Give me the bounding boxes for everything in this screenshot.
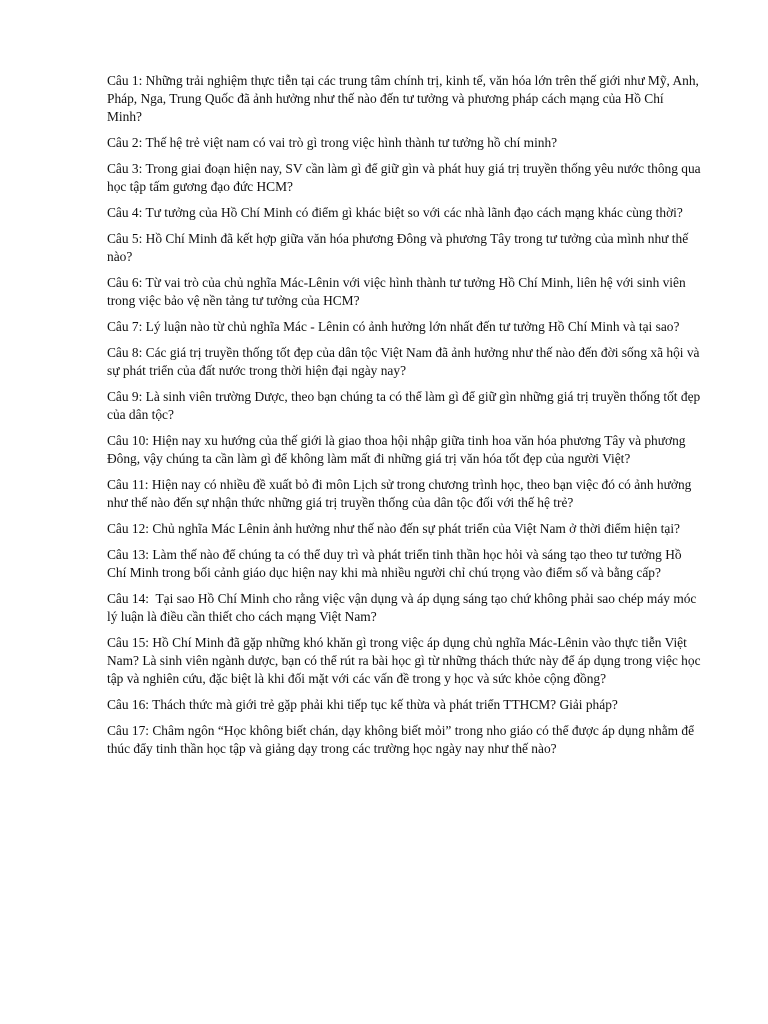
question-12: Câu 12: Chủ nghĩa Mác Lênin ảnh hưởng như thế nào đến sự phát triển của Việt Nam ở thời điểm hiện tại?	[107, 521, 680, 536]
question-2: Câu 2: Thế hệ trẻ việt nam có vai trò gì trong việc hình thành tư tưởng hồ chí minh?	[107, 135, 558, 150]
question-5: Câu 5: Hồ Chí Minh đã kết hợp giữa văn hóa phương Đông và phương Tây trong tư tưởng của mình như thế nào?	[107, 231, 692, 264]
document-page	[107, 72, 704, 766]
question-11: Câu 11: Hiện nay có nhiều đề xuất bỏ đi môn Lịch sử trong chương trình học, theo bạn việc đó có ảnh hưởng như thế nào đến sự nhận thức những giá trị truyền thống của dân tộc đối với thế hệ trẻ?	[107, 477, 695, 510]
question-4: Câu 4: Tư tưởng của Hồ Chí Minh có điểm gì khác biệt so với các nhà lãnh đạo cách mạng khác cùng thời?	[107, 205, 683, 220]
question-7: Câu 7: Lý luận nào từ chủ nghĩa Mác - Lênin có ảnh hưởng lớn nhất đến tư tưởng Hồ Chí Minh và tại sao?	[107, 319, 680, 334]
question-14: Câu 14: Tại sao Hồ Chí Minh cho rằng việc vận dụng và áp dụng sáng tạo chứ không phải sao chép máy móc lý luận là điều cần thiết cho cách mạng Việt Nam?	[107, 591, 700, 624]
question-8: Câu 8: Các giá trị truyền thống tốt đẹp của dân tộc Việt Nam đã ảnh hưởng như thế nào đến đời sống xã hội và sự phát triển của đất nước trong thời hiện đại ngày nay?	[107, 345, 703, 378]
question-16: Câu 16: Thách thức mà giới trẻ gặp phải khi tiếp tục kế thừa và phát triển TTHCM? Giải pháp?	[107, 697, 618, 712]
question-3: Câu 3: Trong giai đoạn hiện nay, SV cần làm gì để giữ gìn và phát huy giá trị truyền thống yêu nước thông qua học tập tấm gương đạo đức HCM?	[107, 161, 704, 194]
question-9: Câu 9: Là sinh viên trường Dược, theo bạn chúng ta có thể làm gì để giữ gìn những giá trị truyền thống tốt đẹp của dân tộc?	[107, 389, 704, 422]
question-13: Câu 13: Làm thế nào để chúng ta có thể duy trì và phát triển tinh thần học hỏi và sáng tạo theo tư tưởng Hồ Chí Minh trong bối cảnh giáo dục hiện nay khi mà nhiều người chỉ chú trọng vào điểm số và bằng cấp?	[107, 547, 685, 580]
question-10: Câu 10: Hiện nay xu hướng của thế giới là giao thoa hội nhập giữa tinh hoa văn hóa phương Tây và phương Đông, vậy chúng ta cần làm gì để không làm mất đi những giá trị văn hóa tốt đẹp của người Việt?	[107, 433, 689, 466]
question-1: Câu 1: Những trải nghiệm thực tiễn tại các trung tâm chính trị, kinh tế, văn hóa lớn trên thế giới như Mỹ, Anh, Pháp, Nga, Trung Quốc đã ảnh hưởng như thế nào đến tư tưởng và phương pháp cách mạng của Hồ Chí Minh?	[107, 73, 703, 124]
question-15: Câu 15: Hồ Chí Minh đã gặp những khó khăn gì trong việc áp dụng chủ nghĩa Mác-Lênin vào thực tiễn Việt Nam? Là sinh viên ngành dược, bạn có thể rút ra bài học gì từ những thách thức này để áp dụng trong việc học tập và nghiên cứu, đặc biệt là khi đối mặt với các vấn đề trong y học và sức khỏe cộng đồng?	[107, 635, 704, 686]
question-17: Câu 17: Châm ngôn “Học không biết chán, dạy không biết mỏi” trong nho giáo có thể được áp dụng nhằm để thúc đẩy tinh thần học tập và giảng dạy trong các trường học ngày nay như thế nào?	[107, 723, 698, 756]
question-6: Câu 6: Từ vai trò của chủ nghĩa Mác-Lênin với việc hình thành tư tưởng Hồ Chí Minh, liên hệ với sinh viên trong việc bảo vệ nền tảng tư tưởng của HCM?	[107, 275, 690, 308]
